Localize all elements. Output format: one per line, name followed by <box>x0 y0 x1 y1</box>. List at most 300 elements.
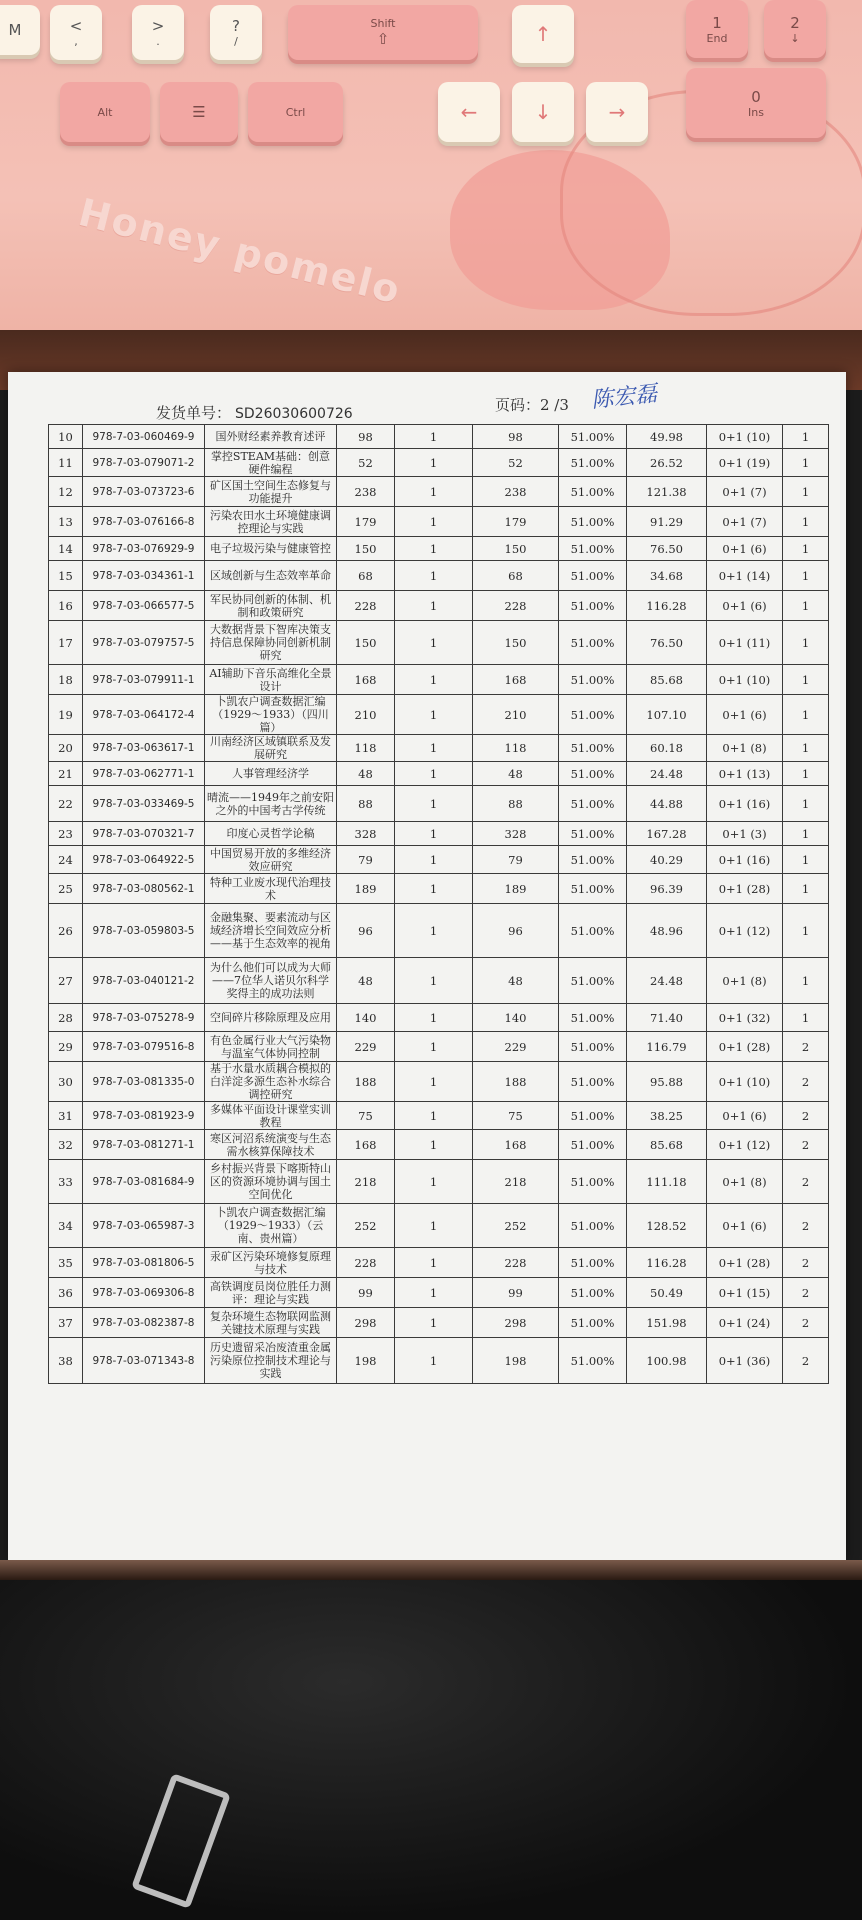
key-sublabel: Ins <box>748 105 764 119</box>
cell-title: 基于水量水质耦合模拟的白洋淀多源生态补水综合调控研究 <box>205 1062 337 1102</box>
cell-title: 区域创新与生态效率革命 <box>205 561 337 591</box>
cell-title: 寒区河沼系统演变与生态需水核算保障技术 <box>205 1130 337 1160</box>
cell-net: 167.28 <box>627 822 707 846</box>
cell-amount: 210 <box>473 695 559 735</box>
cell-net: 44.88 <box>627 786 707 822</box>
table-row <box>49 561 829 591</box>
cell-discount: 51.00% <box>559 1130 627 1160</box>
cell-box: 1 <box>783 786 829 822</box>
cell-box: 1 <box>783 1004 829 1032</box>
cell-seq: 16 <box>49 591 83 621</box>
cell-price: 198 <box>337 1338 395 1384</box>
cell-net: 151.98 <box>627 1308 707 1338</box>
cell-seq: 36 <box>49 1278 83 1308</box>
cell-price: 140 <box>337 1004 395 1032</box>
cell-amount: 140 <box>473 1004 559 1032</box>
cell-box: 1 <box>783 735 829 762</box>
cell-discount: 51.00% <box>559 1062 627 1102</box>
cell-net: 76.50 <box>627 621 707 665</box>
cell-net: 40.29 <box>627 846 707 874</box>
cell-qty: 1 <box>395 477 473 507</box>
key-slash[interactable] <box>210 5 262 60</box>
key-label: ? <box>232 17 240 35</box>
cell-net: 49.98 <box>627 425 707 449</box>
cell-amount: 238 <box>473 477 559 507</box>
table-row <box>49 904 829 958</box>
cell-amount: 179 <box>473 507 559 537</box>
cell-box: 2 <box>783 1248 829 1278</box>
cell-seq: 33 <box>49 1160 83 1204</box>
cell-price: 228 <box>337 1248 395 1278</box>
key-menu[interactable] <box>160 82 238 142</box>
cell-isbn: 978-7-03-060469-9 <box>83 425 205 449</box>
cell-qty: 1 <box>395 1308 473 1338</box>
cell-title: 卜凯农户调查数据汇编（1929～1933）（云南、贵州篇） <box>205 1204 337 1248</box>
cell-box: 1 <box>783 507 829 537</box>
cell-discount: 51.00% <box>559 621 627 665</box>
cell-amount: 52 <box>473 449 559 477</box>
cell-isbn: 978-7-03-079071-2 <box>83 449 205 477</box>
key-m[interactable] <box>0 5 40 55</box>
cell-package: 0+1 (36) <box>707 1338 783 1384</box>
cell-discount: 51.00% <box>559 1160 627 1204</box>
key-arrow-right[interactable] <box>586 82 648 142</box>
key-label: Alt <box>97 105 113 119</box>
cell-net: 50.49 <box>627 1278 707 1308</box>
cell-isbn: 978-7-03-066577-5 <box>83 591 205 621</box>
key-label: M <box>8 21 22 39</box>
cell-package: 0+1 (8) <box>707 735 783 762</box>
cell-box: 2 <box>783 1032 829 1062</box>
cell-box: 1 <box>783 449 829 477</box>
cell-discount: 51.00% <box>559 425 627 449</box>
order-number-label: 发货单号： <box>156 404 232 422</box>
cell-net: 116.28 <box>627 1248 707 1278</box>
cell-seq: 32 <box>49 1130 83 1160</box>
cell-title: 污染农田水土环境健康调控理论与实践 <box>205 507 337 537</box>
menu-icon: ☰ <box>192 103 206 121</box>
cell-box: 2 <box>783 1160 829 1204</box>
cell-discount: 51.00% <box>559 449 627 477</box>
order-number-field <box>156 402 353 423</box>
cell-isbn: 978-7-03-079516-8 <box>83 1032 205 1062</box>
cell-package: 0+1 (19) <box>707 449 783 477</box>
cell-title: 汞矿区污染环境修复原理与技术 <box>205 1248 337 1278</box>
cell-price: 168 <box>337 665 395 695</box>
key-shift[interactable] <box>288 5 478 60</box>
cell-net: 128.52 <box>627 1204 707 1248</box>
table-row <box>49 477 829 507</box>
cell-discount: 51.00% <box>559 1278 627 1308</box>
cell-net: 96.39 <box>627 874 707 904</box>
cell-price: 150 <box>337 537 395 561</box>
cell-package: 0+1 (6) <box>707 1102 783 1130</box>
table-row <box>49 621 829 665</box>
cell-price: 79 <box>337 846 395 874</box>
table-row <box>49 1004 829 1032</box>
cell-title: 空间碎片移除原理及应用 <box>205 1004 337 1032</box>
cell-isbn: 978-7-03-034361-1 <box>83 561 205 591</box>
cell-title: 川南经济区域镇联系及发展研究 <box>205 735 337 762</box>
cell-price: 52 <box>337 449 395 477</box>
cell-amount: 168 <box>473 665 559 695</box>
cell-seq: 18 <box>49 665 83 695</box>
cell-isbn: 978-7-03-064172-4 <box>83 695 205 735</box>
cell-amount: 228 <box>473 591 559 621</box>
cell-package: 0+1 (12) <box>707 904 783 958</box>
cell-discount: 51.00% <box>559 1308 627 1338</box>
cell-qty: 1 <box>395 665 473 695</box>
cell-box: 1 <box>783 591 829 621</box>
cell-amount: 218 <box>473 1160 559 1204</box>
cell-isbn: 978-7-03-079757-5 <box>83 621 205 665</box>
cell-price: 88 <box>337 786 395 822</box>
cell-discount: 51.00% <box>559 507 627 537</box>
cell-package: 0+1 (6) <box>707 591 783 621</box>
key-label: Shift <box>370 17 396 30</box>
table-row <box>49 735 829 762</box>
cell-package: 0+1 (3) <box>707 822 783 846</box>
cell-package: 0+1 (7) <box>707 477 783 507</box>
cell-discount: 51.00% <box>559 874 627 904</box>
cell-discount: 51.00% <box>559 1102 627 1130</box>
cell-qty: 1 <box>395 1062 473 1102</box>
cell-qty: 1 <box>395 1338 473 1384</box>
cell-discount: 51.00% <box>559 1338 627 1384</box>
document-header <box>8 372 846 422</box>
cell-discount: 51.00% <box>559 822 627 846</box>
cell-qty: 1 <box>395 621 473 665</box>
cell-price: 252 <box>337 1204 395 1248</box>
key-2-down[interactable] <box>764 0 826 58</box>
arrow-left-icon: ← <box>460 100 478 124</box>
desk-edge <box>0 1560 862 1580</box>
key-label: Ctrl <box>285 105 306 119</box>
cell-seq: 21 <box>49 762 83 786</box>
key-arrow-left[interactable] <box>438 82 500 142</box>
cell-price: 229 <box>337 1032 395 1062</box>
table-row <box>49 1160 829 1204</box>
cell-isbn: 978-7-03-059803-5 <box>83 904 205 958</box>
cell-discount: 51.00% <box>559 1032 627 1062</box>
cell-discount: 51.00% <box>559 735 627 762</box>
cell-seq: 35 <box>49 1248 83 1278</box>
cell-seq: 25 <box>49 874 83 904</box>
cell-box: 2 <box>783 1062 829 1102</box>
key-1-end[interactable] <box>686 0 748 58</box>
key-label: < <box>69 17 83 35</box>
cell-seq: 19 <box>49 695 83 735</box>
cell-net: 121.38 <box>627 477 707 507</box>
cell-discount: 51.00% <box>559 561 627 591</box>
cell-box: 1 <box>783 762 829 786</box>
cell-box: 1 <box>783 846 829 874</box>
cell-qty: 1 <box>395 591 473 621</box>
cell-seq: 12 <box>49 477 83 507</box>
cell-seq: 30 <box>49 1062 83 1102</box>
table-row <box>49 822 829 846</box>
cell-box: 1 <box>783 904 829 958</box>
cell-title: 为什么他们可以成为大师——7位华人诺贝尔科学奖得主的成功法则 <box>205 958 337 1004</box>
table-row <box>49 1062 829 1102</box>
cell-amount: 168 <box>473 1130 559 1160</box>
cell-net: 85.68 <box>627 1130 707 1160</box>
cell-isbn: 978-7-03-063617-1 <box>83 735 205 762</box>
shipping-document <box>8 372 846 1560</box>
cell-package: 0+1 (10) <box>707 425 783 449</box>
cell-amount: 88 <box>473 786 559 822</box>
cell-qty: 1 <box>395 822 473 846</box>
cell-title: 特种工业废水现代治理技术 <box>205 874 337 904</box>
cell-box: 1 <box>783 561 829 591</box>
cell-title: 乡村振兴背景下喀斯特山区的资源环境协调与国土空间优化 <box>205 1160 337 1204</box>
cell-qty: 1 <box>395 874 473 904</box>
cell-isbn: 978-7-03-081271-1 <box>83 1130 205 1160</box>
cell-qty: 1 <box>395 786 473 822</box>
cell-package: 0+1 (10) <box>707 665 783 695</box>
keyboard-brand-logo: Honey pomelo <box>74 190 406 313</box>
cell-price: 48 <box>337 762 395 786</box>
cell-price: 188 <box>337 1062 395 1102</box>
table-row <box>49 846 829 874</box>
cell-qty: 1 <box>395 1248 473 1278</box>
cell-net: 116.79 <box>627 1032 707 1062</box>
cell-price: 189 <box>337 874 395 904</box>
cell-isbn: 978-7-03-081335-0 <box>83 1062 205 1102</box>
cell-qty: 1 <box>395 1004 473 1032</box>
cell-isbn: 978-7-03-079911-1 <box>83 665 205 695</box>
cell-discount: 51.00% <box>559 665 627 695</box>
cell-isbn: 978-7-03-069306-8 <box>83 1278 205 1308</box>
table-row <box>49 695 829 735</box>
cell-isbn: 978-7-03-062771-1 <box>83 762 205 786</box>
table-row <box>49 1338 829 1384</box>
cell-price: 168 <box>337 1130 395 1160</box>
key-sublabel: / <box>234 35 238 48</box>
cell-isbn: 978-7-03-033469-5 <box>83 786 205 822</box>
cell-package: 0+1 (8) <box>707 958 783 1004</box>
cell-net: 60.18 <box>627 735 707 762</box>
cell-title: 中国贸易开放的多维经济效应研究 <box>205 846 337 874</box>
cell-package: 0+1 (28) <box>707 1248 783 1278</box>
key-period[interactable] <box>132 5 184 60</box>
cell-price: 238 <box>337 477 395 507</box>
cell-seq: 26 <box>49 904 83 958</box>
cell-price: 210 <box>337 695 395 735</box>
cell-seq: 34 <box>49 1204 83 1248</box>
key-label: 2 <box>790 13 800 32</box>
cell-isbn: 978-7-03-081684-9 <box>83 1160 205 1204</box>
page-number: 页码：2 /3 <box>495 396 569 414</box>
cell-qty: 1 <box>395 1160 473 1204</box>
cell-title: AI辅助下音乐高维化全景设计 <box>205 665 337 695</box>
cell-amount: 198 <box>473 1338 559 1384</box>
cell-package: 0+1 (32) <box>707 1004 783 1032</box>
cell-net: 95.88 <box>627 1062 707 1102</box>
key-alt[interactable] <box>60 82 150 142</box>
cell-box: 2 <box>783 1130 829 1160</box>
cell-qty: 1 <box>395 1032 473 1062</box>
cell-seq: 13 <box>49 507 83 537</box>
cell-package: 0+1 (10) <box>707 1062 783 1102</box>
cell-package: 0+1 (14) <box>707 561 783 591</box>
cell-title: 高铁调度员岗位胜任力测评：理论与实践 <box>205 1278 337 1308</box>
cell-qty: 1 <box>395 537 473 561</box>
cell-discount: 51.00% <box>559 477 627 507</box>
cell-price: 218 <box>337 1160 395 1204</box>
cell-net: 71.40 <box>627 1004 707 1032</box>
cell-title: 晴流——1949年之前安阳之外的中国考古学传统 <box>205 786 337 822</box>
cell-amount: 48 <box>473 958 559 1004</box>
cell-title: 电子垃圾污染与健康管控 <box>205 537 337 561</box>
key-ctrl[interactable] <box>248 82 343 142</box>
cell-title: 卜凯农户调查数据汇编（1929～1933）（四川篇） <box>205 695 337 735</box>
key-label: 1 <box>712 13 722 32</box>
cell-isbn: 978-7-03-081923-9 <box>83 1102 205 1130</box>
cell-isbn: 978-7-03-064922-5 <box>83 846 205 874</box>
cell-seq: 29 <box>49 1032 83 1062</box>
cell-package: 0+1 (13) <box>707 762 783 786</box>
cell-qty: 1 <box>395 958 473 1004</box>
key-arrow-up[interactable] <box>512 5 574 63</box>
cell-isbn: 978-7-03-082387-8 <box>83 1308 205 1338</box>
cell-isbn: 978-7-03-076166-8 <box>83 507 205 537</box>
cell-qty: 1 <box>395 1204 473 1248</box>
cell-package: 0+1 (12) <box>707 1130 783 1160</box>
cell-qty: 1 <box>395 1278 473 1308</box>
cell-price: 179 <box>337 507 395 537</box>
table-row <box>49 591 829 621</box>
cell-package: 0+1 (7) <box>707 507 783 537</box>
cell-seq: 10 <box>49 425 83 449</box>
cell-net: 85.68 <box>627 665 707 695</box>
cell-seq: 31 <box>49 1102 83 1130</box>
cell-seq: 22 <box>49 786 83 822</box>
cell-title: 复杂环境生态物联网监测关键技术原理与实践 <box>205 1308 337 1338</box>
cell-amount: 150 <box>473 537 559 561</box>
cell-price: 150 <box>337 621 395 665</box>
cell-net: 24.48 <box>627 958 707 1004</box>
cell-box: 2 <box>783 1204 829 1248</box>
cell-title: 军民协同创新的体制、机制和政策研究 <box>205 591 337 621</box>
cell-amount: 188 <box>473 1062 559 1102</box>
cell-amount: 68 <box>473 561 559 591</box>
cell-package: 0+1 (16) <box>707 786 783 822</box>
key-arrow-down[interactable] <box>512 82 574 142</box>
cell-package: 0+1 (6) <box>707 537 783 561</box>
cell-amount: 99 <box>473 1278 559 1308</box>
cell-net: 76.50 <box>627 537 707 561</box>
cell-package: 0+1 (6) <box>707 695 783 735</box>
cell-isbn: 978-7-03-075278-9 <box>83 1004 205 1032</box>
table-row <box>49 1308 829 1338</box>
cell-box: 2 <box>783 1278 829 1308</box>
cell-seq: 11 <box>49 449 83 477</box>
cell-title: 人事管理经济学 <box>205 762 337 786</box>
cell-package: 0+1 (28) <box>707 1032 783 1062</box>
cell-seq: 15 <box>49 561 83 591</box>
cell-title: 掌控STEAM基础：创意硬件编程 <box>205 449 337 477</box>
cell-price: 118 <box>337 735 395 762</box>
cell-net: 48.96 <box>627 904 707 958</box>
cell-price: 228 <box>337 591 395 621</box>
cell-package: 0+1 (16) <box>707 846 783 874</box>
cell-seq: 23 <box>49 822 83 846</box>
cell-amount: 98 <box>473 425 559 449</box>
cell-price: 96 <box>337 904 395 958</box>
table-row <box>49 1130 829 1160</box>
cell-qty: 1 <box>395 449 473 477</box>
cell-qty: 1 <box>395 425 473 449</box>
cell-title: 金融集聚、要素流动与区域经济增长空间效应分析——基于生态效率的视角 <box>205 904 337 958</box>
cell-box: 1 <box>783 425 829 449</box>
cell-net: 91.29 <box>627 507 707 537</box>
cell-box: 1 <box>783 958 829 1004</box>
cell-isbn: 978-7-03-076929-9 <box>83 537 205 561</box>
cell-amount: 189 <box>473 874 559 904</box>
key-sublabel: . <box>156 35 160 48</box>
arrow-down-icon: ↓ <box>534 100 552 124</box>
cell-amount: 118 <box>473 735 559 762</box>
cell-seq: 20 <box>49 735 83 762</box>
arrow-right-icon: → <box>608 100 626 124</box>
cell-box: 1 <box>783 537 829 561</box>
cell-box: 2 <box>783 1338 829 1384</box>
cell-seq: 14 <box>49 537 83 561</box>
table-row <box>49 425 829 449</box>
table-row <box>49 786 829 822</box>
cell-price: 68 <box>337 561 395 591</box>
cell-package: 0+1 (8) <box>707 1160 783 1204</box>
cell-title: 多媒体平面设计课堂实训教程 <box>205 1102 337 1130</box>
key-comma[interactable] <box>50 5 102 60</box>
cell-qty: 1 <box>395 762 473 786</box>
cell-title: 印度心灵哲学论稿 <box>205 822 337 846</box>
cell-amount: 48 <box>473 762 559 786</box>
cell-discount: 51.00% <box>559 591 627 621</box>
cell-amount: 228 <box>473 1248 559 1278</box>
cell-amount: 298 <box>473 1308 559 1338</box>
key-0-ins[interactable] <box>686 68 826 138</box>
cell-seq: 24 <box>49 846 83 874</box>
table-row <box>49 1248 829 1278</box>
cell-qty: 1 <box>395 1130 473 1160</box>
cell-qty: 1 <box>395 695 473 735</box>
cell-title: 历史遗留采冶废渣重金属污染原位控制技术理论与实践 <box>205 1338 337 1384</box>
cell-seq: 37 <box>49 1308 83 1338</box>
keyboard-background <box>0 0 862 336</box>
cell-amount: 150 <box>473 621 559 665</box>
cell-discount: 51.00% <box>559 1004 627 1032</box>
cell-price: 98 <box>337 425 395 449</box>
table-row <box>49 537 829 561</box>
cell-discount: 51.00% <box>559 786 627 822</box>
cell-price: 48 <box>337 958 395 1004</box>
cell-package: 0+1 (28) <box>707 874 783 904</box>
table-row <box>49 1102 829 1130</box>
cell-package: 0+1 (15) <box>707 1278 783 1308</box>
table-row <box>49 507 829 537</box>
key-label: > <box>151 17 165 35</box>
table-row <box>49 762 829 786</box>
cell-box: 1 <box>783 477 829 507</box>
cell-net: 107.10 <box>627 695 707 735</box>
cell-isbn: 978-7-03-065987-3 <box>83 1204 205 1248</box>
table-row <box>49 958 829 1004</box>
cell-seq: 17 <box>49 621 83 665</box>
cell-qty: 1 <box>395 735 473 762</box>
cell-title: 国外财经素养教育述评 <box>205 425 337 449</box>
